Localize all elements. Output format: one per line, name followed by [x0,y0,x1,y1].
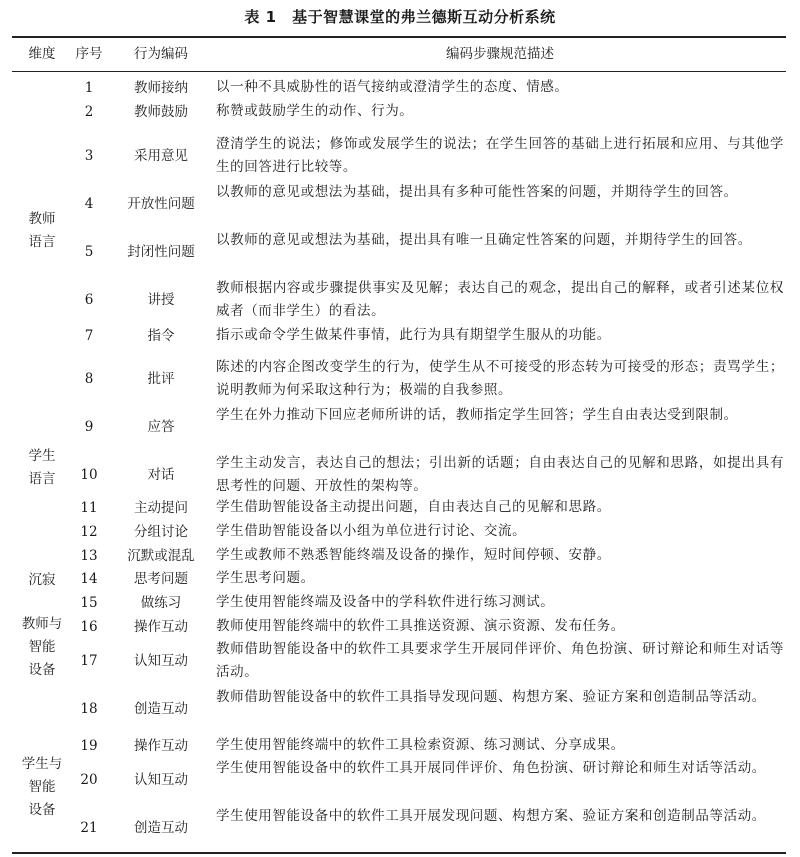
row-number: 12 [80,523,98,540]
row-description: 以一种不具威胁性的语气接纳或澄清学生的态度、情感。 [216,79,569,95]
row-behavior: 思考问题 [134,570,188,587]
row-behavior: 主动提问 [134,499,188,516]
row-behavior: 讲授 [147,291,175,308]
row-description: 澄清学生的说法；修饰或发展学生的说法；在学生回答的基础上进行拓展和应用、与其他学生的回答进行比较等。 [216,136,784,175]
row-number: 21 [80,819,98,836]
dimension-label-line: 设备 [28,662,56,678]
dimension-label-line: 设备 [28,802,56,818]
bottom-rule [12,852,786,854]
row-description: 学生主动发言，表达自己的想法；引出新的话题；自由表达自己的见解和思路，如提出具有思考性的问题、开放性的架构等。 [216,455,784,494]
row-number: 20 [80,771,98,788]
dimension-label [12,613,72,682]
row-behavior: 采用意见 [134,147,188,164]
dimension-label-line: 语言 [28,234,56,250]
header-number: 序号 [75,46,103,62]
row-number: 16 [80,618,98,635]
row-behavior: 对话 [147,466,175,483]
row-number: 8 [84,370,94,387]
row-description: 陈述的内容企图改变学生的行为，使学生从不可接受的形态转为可接受的形态；责骂学生；说明教师为何采取这种行为；极端的自我参照。 [216,359,784,398]
row-description: 学生借助智能设备主动提出问题，自由表达自己的见解和思路。 [216,499,611,515]
row-number: 15 [80,594,98,611]
header-behavior: 行为编码 [134,46,188,62]
row-description: 指示或命令学生做某件事情，此行为具有期望学生服从的功能。 [216,327,611,343]
dimension-label-line: 沉寂 [28,572,56,588]
row-behavior: 封闭性问题 [127,243,195,260]
row-behavior: 操作互动 [134,737,188,754]
row-description: 教师根据内容或步骤提供事实及见解；表达自己的观念，提出自己的解释，或者引述某位权威者（而非学生）的看法。 [216,280,784,319]
dimension-label-line: 学生 [28,448,56,464]
row-behavior: 指令 [147,327,175,344]
header-dimension: 维度 [28,46,56,62]
dimension-label-line: 语言 [28,471,56,487]
row-description: 以教师的意见或想法为基础，提出具有多种可能性答案的问题，并期待学生的回答。 [216,184,738,200]
row-number: 11 [80,499,98,516]
row-number: 4 [84,195,94,212]
row-behavior: 开放性问题 [127,195,195,212]
row-number: 9 [84,418,94,435]
row-number: 17 [80,652,98,669]
table-title: 表 1 基于智慧课堂的弗兰德斯互动分析系统 [244,8,556,26]
row-description: 以教师的意见或想法为基础，提出具有唯一且确定性答案的问题，并期待学生的回答。 [216,232,752,248]
dimension-label [12,445,72,491]
dimension-label-line: 教师 [28,211,56,227]
row-number: 1 [84,79,94,96]
row-behavior: 教师鼓励 [134,103,188,120]
row-behavior: 认知互动 [134,771,188,788]
row-behavior: 分组讨论 [134,523,188,540]
row-behavior: 应答 [147,418,175,435]
row-behavior: 沉默或混乱 [127,547,195,564]
row-description: 教师借助智能设备中的软件工具要求学生开展同伴评价、角色扮演、研讨辩论和师生对话等活动。 [216,641,784,680]
header-description: 编码步骤规范描述 [446,46,554,62]
header-rule [12,71,786,72]
dimension-label [12,208,72,254]
dimension-label-line: 智能 [28,779,56,795]
row-number: 7 [84,327,94,344]
row-number: 19 [80,737,98,754]
row-behavior: 批评 [147,370,175,387]
row-description: 学生使用智能终端及设备中的学科软件进行练习测试。 [216,594,555,610]
row-description: 称赞或鼓励学生的动作、行为。 [216,103,414,119]
row-description: 教师借助智能设备中的软件工具指导发现问题、构想方案、验证方案和创造制品等活动。 [216,689,766,705]
row-number: 5 [84,243,94,260]
row-number: 6 [84,291,94,308]
row-behavior: 操作互动 [134,618,188,635]
row-behavior: 做练习 [140,594,182,611]
row-number: 14 [80,570,98,587]
dimension-label-line: 智能 [28,639,56,655]
dimension-label [12,569,72,592]
dimension-label-line: 教师与 [21,616,63,632]
row-description: 学生借助智能设备以小组为单位进行讨论、交流。 [216,523,527,539]
row-description: 学生在外力推动下回应老师所讲的话，教师指定学生回答；学生自由表达受到限制。 [216,407,738,423]
row-description: 学生使用智能设备中的软件工具开展发现问题、构想方案、验证方案和创造制品等活动。 [216,808,766,824]
row-description: 学生使用智能终端中的软件工具检索资源、练习测试、分享成果。 [216,737,625,753]
row-number: 13 [80,547,98,564]
row-description: 学生使用智能设备中的软件工具开展同伴评价、角色扮演、研讨辩论和师生对话等活动。 [216,760,766,776]
dimension-label [12,753,72,822]
row-number: 2 [84,103,94,120]
row-description: 学生或教师不熟悉智能终端及设备的操作，短时间停顿、安静。 [216,547,611,563]
row-behavior: 认知互动 [134,652,188,669]
row-number: 18 [80,700,98,717]
row-behavior: 教师接纳 [134,79,188,96]
row-behavior: 创造互动 [134,700,188,717]
row-number: 10 [80,466,98,483]
dimension-label-line: 学生与 [21,756,63,772]
row-description: 教师使用智能终端中的软件工具推送资源、演示资源、发布任务。 [216,618,625,634]
row-number: 3 [84,147,94,164]
row-description: 学生思考问题。 [216,570,315,586]
row-behavior: 创造互动 [134,819,188,836]
